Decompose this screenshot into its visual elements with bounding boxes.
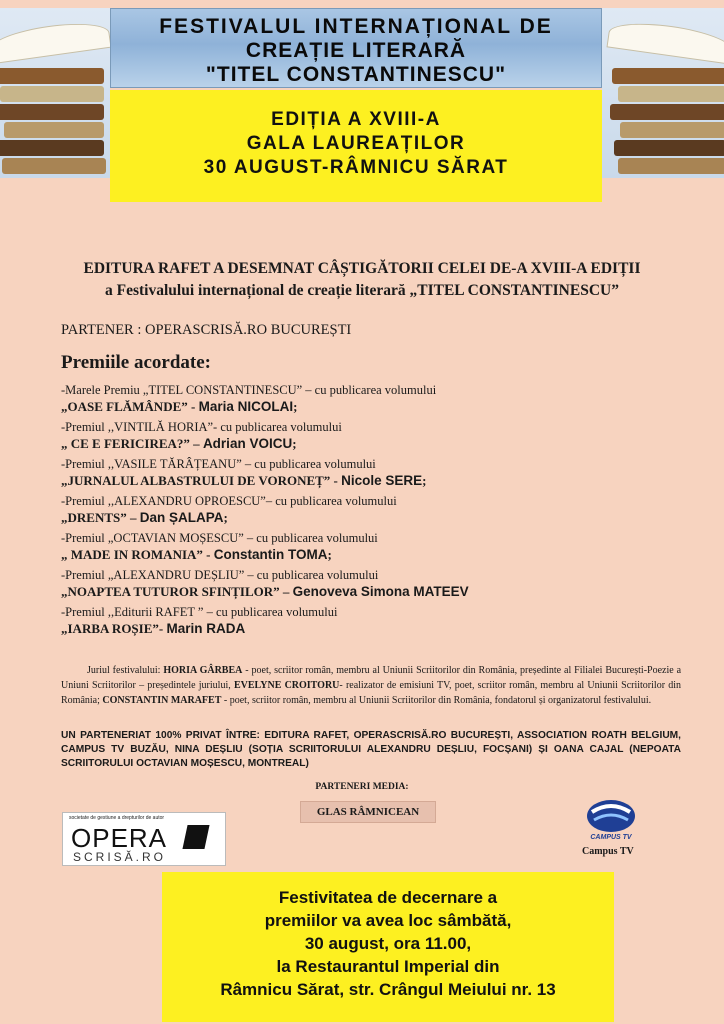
prize-work-title: „IARBA ROȘIE”-: [61, 621, 167, 636]
prize-author: Adrian VOICU: [202, 436, 293, 451]
books-image-right: [602, 8, 724, 178]
prize-work-title: „ CE E FERICIREA?” –: [61, 436, 203, 451]
prize-author: Dan ȘALAPA: [139, 510, 224, 525]
festival-title-line: CREAȚIE LITERARĂ: [245, 39, 467, 62]
jury-member-name: HORIA GÂRBEA: [163, 665, 243, 676]
headline-line-1: EDITURA RAFET A DESEMNAT CÂȘTIGĂTORII CELEI DE-A XVIII-A EDIȚII: [83, 260, 641, 277]
announcement-line: premiilor va avea loc sâmbătă,: [264, 911, 512, 930]
prize-work-title: „JURNALUL ALBASTRULUI DE VORONEȚ” -: [61, 473, 342, 488]
prize-work-title: „DRENTS” –: [61, 510, 140, 525]
prize-work-title: „OASE FLĂMÂNDE” -: [61, 399, 199, 414]
jury-text: - realizator de emisiuni TV, poet, scriitor român, membru al Uniunii Scriitorilor din România;: [61, 680, 682, 706]
headline-line-2: a Festivalului internațional de creație literară „TITEL CONSTANTINESCU”: [105, 282, 619, 299]
opera-scrisa-logo: [62, 812, 226, 866]
opera-logo-mark: [182, 825, 209, 849]
prize-item: [61, 419, 681, 452]
prize-author: Constantin TOMA: [213, 547, 328, 562]
prize-work: [61, 472, 681, 489]
edition-line: 30 AUGUST-RÂMNICU SĂRAT: [203, 157, 509, 178]
opera-logo-sub: SCRISĂ.RO: [73, 850, 167, 864]
festival-title-line: "TITEL CONSTANTINESCU": [205, 63, 507, 86]
jury-text: Juriul festivalului:: [87, 665, 164, 676]
prize-end: ;: [293, 399, 298, 414]
campus-tv-logo-icon: [584, 798, 638, 842]
prizes-list: [61, 382, 681, 641]
prize-description: -Premiul ,,VASILE TĂRÂȚEANU” – cu publicarea volumului: [61, 457, 376, 471]
prize-work-title: „ MADE IN ROMANIA” -: [61, 547, 214, 562]
prize-item: [61, 382, 681, 415]
jury-paragraph: [61, 663, 681, 708]
prize-description: -Premiul „ALEXANDRU DEȘLIU” – cu publicarea volumului: [61, 568, 379, 582]
prize-work: [61, 435, 681, 452]
prize-end: ;: [327, 547, 332, 562]
jury-member-name: EVELYNE CROITORU: [233, 680, 340, 691]
prize-description: -Premiul ,,VINTILĂ HORIA”- cu publicarea volumului: [61, 420, 342, 434]
edition-line: GALA LAUREAȚILOR: [246, 133, 466, 154]
prize-end: ;: [292, 436, 297, 451]
jury-text: - poet, scriitor român, membru al Uniunii Scriitorilor din România, președinte al Filialei București-Poezie a Uniuni Scriitorilor – președintele juriului,: [61, 665, 682, 691]
prize-description: -Premiul „OCTAVIAN MOȘESCU” – cu publicarea volumului: [61, 531, 378, 545]
prize-description: -Premiul ,,Editurii RAFET ” – cu publicarea volumului: [61, 605, 338, 619]
event-announcement-box: [162, 872, 614, 1022]
announcement-line: 30 august, ora 11.00,: [304, 934, 472, 953]
prize-work: [61, 546, 681, 563]
opera-logo-name: OPERA: [71, 823, 168, 853]
campus-logo-text: CAMPUS TV: [590, 834, 632, 841]
partnership-paragraph: UN PARTENERIAT 100% PRIVAT ÎNTRE: EDITURA RAFET, OPERASCRISĂ.RO BUCUREȘTI, ASSOCIATION ROATH BELGIUM, CAMPUS TV BUZĂU, NINA DEȘLIU (SOȚIA SCRIITORULUI ALEXANDRU DEȘLIU, FOCȘANI) ȘI OANA CAJAL (NEPOATA SCRIITORULUI OCTAVIAN MOȘESCU, MONTREAL): [61, 730, 681, 769]
prize-item: [61, 493, 681, 526]
glas-ramnicean-badge: GLAS RÂMNICEAN: [300, 801, 436, 823]
books-image-left: [0, 8, 110, 178]
announcement-line: Festivitatea de decernare a: [278, 888, 498, 907]
edition-box: [110, 90, 602, 202]
festival-title-line: FESTIVALUL INTERNAȚIONAL DE: [159, 15, 553, 38]
prize-end: ;: [223, 510, 228, 525]
announcement-line: la Restaurantul Imperial din: [276, 957, 500, 976]
prize-author: Genoveva Simona MATEEV: [292, 584, 469, 599]
headline: [0, 258, 724, 302]
campus-tv-label: Campus TV: [582, 846, 634, 857]
prize-work-title: „NOAPTEA TUTUROR SFINȚILOR” –: [61, 584, 293, 599]
opera-tagline: societate de gestiune a drepturilor de autor: [69, 815, 165, 821]
prize-work: [61, 583, 681, 600]
prize-description: -Premiul ,,ALEXANDRU OPROESCU”– cu publicarea volumului: [61, 494, 397, 508]
prizes-title: Premiile acordate:: [61, 352, 211, 373]
prize-work: [61, 620, 681, 637]
prize-author: Nicole SERE: [341, 473, 423, 488]
jury-member-name: CONSTANTIN MARAFET: [102, 695, 222, 706]
partner-line: PARTENER : OPERASCRISĂ.RO BUCUREȘTI: [61, 322, 352, 338]
media-partners-label: PARTENERI MEDIA:: [315, 782, 409, 792]
prize-description: -Marele Premiu „TITEL CONSTANTINESCU” – cu publicarea volumului: [61, 383, 437, 397]
festival-title-banner: [110, 8, 602, 88]
jury-text: - poet, scriitor român, membru al Uniunii Scriitorilor din România, fondatorul și organizatorul festivalului.: [221, 695, 652, 706]
prize-item: [61, 456, 681, 489]
announcement-line: Râmnicu Sărat, str. Crângul Meiului nr. 13: [220, 980, 556, 999]
prize-item: [61, 604, 681, 637]
prize-item: [61, 530, 681, 563]
prize-work: [61, 398, 681, 415]
prize-item: [61, 567, 681, 600]
prize-end: ;: [422, 473, 427, 488]
prize-work: [61, 509, 681, 526]
edition-line: EDIȚIA A XVIII-A: [271, 109, 441, 130]
prize-author: Maria NICOLAI: [198, 399, 294, 414]
prize-author: Marin RADA: [166, 621, 246, 636]
